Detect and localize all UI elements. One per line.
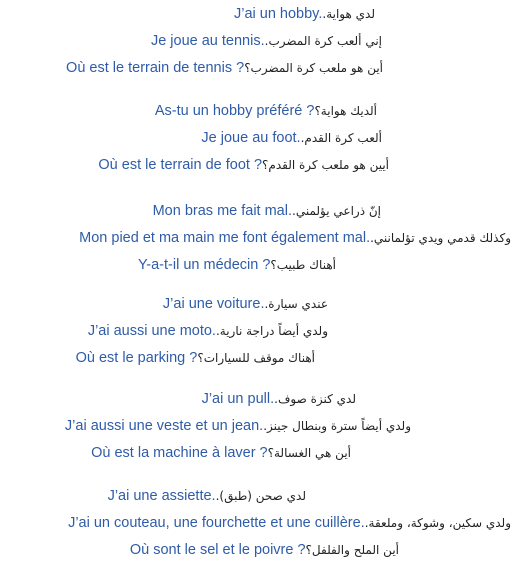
phrase-line bbox=[0, 254, 511, 276]
phrase-line bbox=[0, 127, 511, 149]
phrase-line bbox=[0, 293, 511, 315]
french-phrase: Je joue au tennis. bbox=[150, 33, 265, 49]
phrase-line bbox=[0, 320, 511, 342]
french-phrase: Où est le terrain de tennis ? bbox=[66, 60, 245, 76]
arabic-phrase: إني ألعب كرة المضرب. bbox=[264, 34, 382, 48]
arabic-phrase: أيين هو ملعب كرة القدم؟ bbox=[262, 158, 389, 172]
french-phrase: J’ai aussi une moto. bbox=[87, 323, 216, 339]
french-phrase: As-tu un hobby préféré ? bbox=[154, 103, 315, 119]
french-phrase: Où est le parking ? bbox=[75, 350, 198, 366]
french-phrase: Où sont le sel et le poivre ? bbox=[129, 542, 306, 558]
phrase-line bbox=[0, 347, 511, 369]
french-phrase: J’ai aussi une veste et un jean. bbox=[64, 418, 264, 434]
french-phrase: J’ai une assiette. bbox=[107, 488, 216, 504]
arabic-phrase: ألديك هواية؟ bbox=[314, 104, 377, 118]
phrase-line bbox=[0, 442, 511, 464]
phrase-line bbox=[0, 388, 511, 410]
french-phrase: J’ai un pull. bbox=[201, 391, 275, 407]
arabic-phrase: أين الملح والفلفل؟ bbox=[305, 543, 399, 557]
arabic-phrase: ولدي أيضاً سترة وبنطال جينز. bbox=[263, 419, 411, 433]
phrase-line bbox=[0, 3, 511, 25]
french-phrase: J’ai une voiture. bbox=[162, 296, 265, 312]
french-phrase: Y-a-t-il un médecin ? bbox=[137, 257, 271, 273]
arabic-phrase: لدي كنزة صوف. bbox=[274, 392, 356, 406]
french-phrase: Où est la machine à laver ? bbox=[91, 445, 268, 461]
arabic-phrase: إنّ ذراعي يؤلمني. bbox=[292, 204, 381, 218]
french-phrase: Mon bras me fait mal. bbox=[152, 203, 293, 219]
phrase-line bbox=[0, 57, 511, 79]
phrase-line bbox=[0, 539, 511, 561]
arabic-phrase: وكذلك قدمي ويدي تؤلمانني. bbox=[370, 231, 511, 245]
arabic-phrase: أين هي الغسالة؟ bbox=[267, 446, 351, 460]
phrase-line bbox=[0, 154, 511, 176]
arabic-phrase: أهناك طبيب؟ bbox=[270, 258, 336, 272]
phrase-line bbox=[0, 200, 511, 222]
french-phrase: Je joue au foot. bbox=[201, 130, 301, 146]
french-phrase: Où est le terrain de foot ? bbox=[98, 157, 263, 173]
phrase-line bbox=[0, 227, 511, 249]
arabic-phrase: لدي صحن (طبق). bbox=[215, 489, 306, 503]
phrase-line bbox=[0, 30, 511, 52]
phrase-line bbox=[0, 415, 511, 437]
arabic-phrase: ألعب كرة القدم. bbox=[300, 131, 382, 145]
arabic-phrase: أهناك موقف للسيارات؟ bbox=[197, 351, 315, 365]
french-phrase: Mon pied et ma main me font également mal. bbox=[79, 230, 371, 246]
french-phrase: J’ai un hobby. bbox=[233, 6, 323, 22]
phrase-line bbox=[0, 100, 511, 122]
arabic-phrase: عندي سيارة. bbox=[264, 297, 328, 311]
french-phrase: J’ai un couteau, une fourchette et une cuillère. bbox=[68, 515, 365, 531]
arabic-phrase: ولدي أيضاً دراجة نارية. bbox=[215, 324, 328, 338]
arabic-phrase: ولدي سكين، وشوكة، وملعقة. bbox=[364, 516, 511, 530]
arabic-phrase: لدي هواية. bbox=[322, 7, 375, 21]
arabic-phrase: أين هو ملعب كرة المضرب؟ bbox=[244, 61, 383, 75]
phrase-line bbox=[0, 485, 511, 507]
phrase-line bbox=[0, 512, 511, 534]
